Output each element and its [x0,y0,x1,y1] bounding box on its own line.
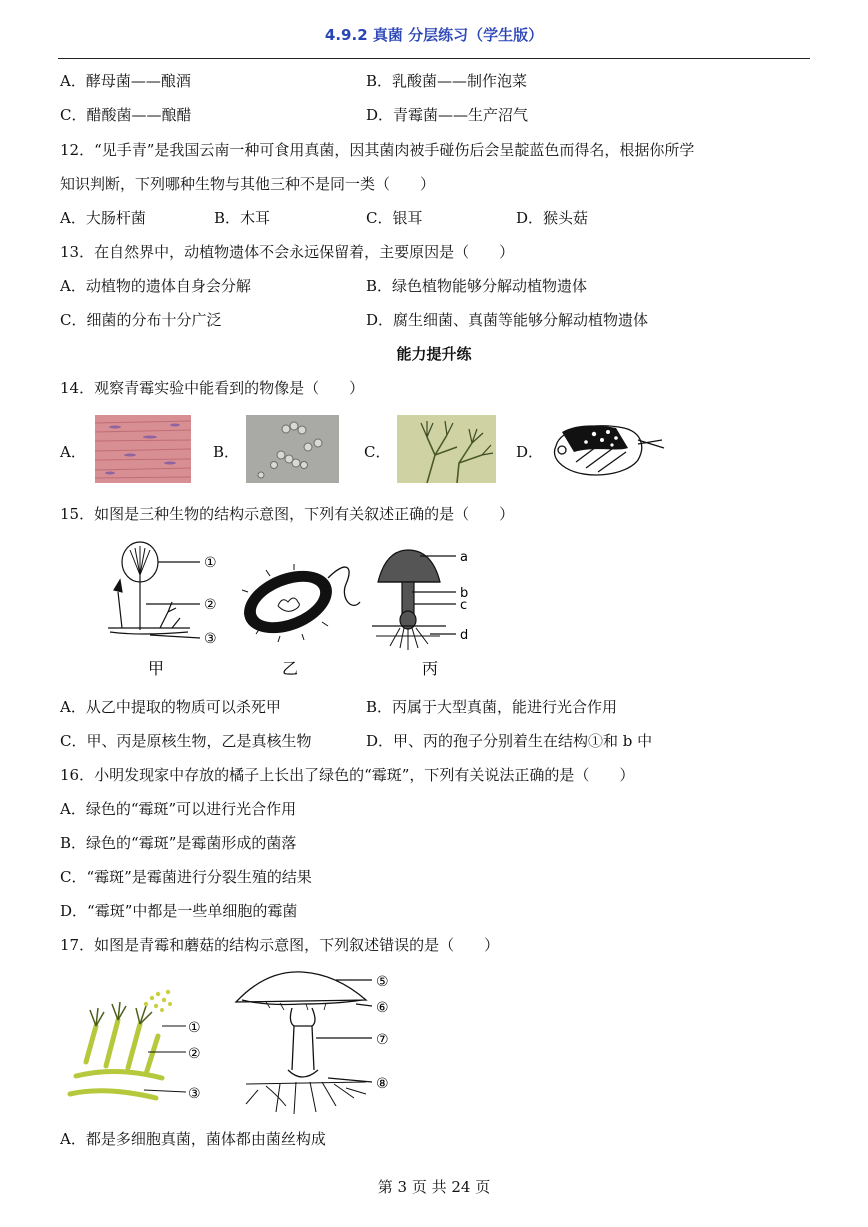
q14-option-d-label: D． [516,443,544,461]
q11-option-c: C．醋酸菌——酿醋 [60,106,192,124]
q11-option-d: D．青霉菌——生产沼气 [366,106,529,124]
q17-figure-penicillium [70,990,186,1098]
q15-label-jia: 甲 [148,659,165,678]
q11-option-b: B．乳酸菌——制作泡菜 [366,72,528,90]
q17-label-3: ③ [188,1086,201,1102]
q16-option-d: D．“霉斑”中都是一些单细胞的霉菌 [60,902,298,920]
q15-label-bing: 丙 [422,659,439,678]
q15-figure-penicillium [108,542,200,638]
q14-option-c-label: C． [364,443,391,461]
q17-label-2: ② [188,1046,201,1062]
page-footer: 第 3 页 共 24 页 [377,1178,491,1196]
q12-stem-line1: 12．“见手青”是我国云南一种可食用真菌，因其菌肉被手碰伤后会呈靛蓝色而得名，根据你所学 [60,141,695,159]
q15-figure-mushroom [372,550,456,650]
q12-option-c: C．银耳 [366,209,423,227]
q15-label-b: b [460,586,469,601]
q17-figure [66,966,406,1116]
q13-stem: 13．在自然界中，动植物遗体不会永远保留着，主要原因是（ ） [60,243,515,261]
q15-label-a: a [460,550,468,565]
q15-label-1: ① [204,555,217,571]
q14-image-penicillium [397,415,496,483]
header-divider [58,58,810,59]
q14-image-daphnia-drawing [546,418,666,484]
q16-option-c: C．“霉斑”是霉菌进行分裂生殖的结果 [60,868,312,886]
q15-label-c: c [460,598,468,613]
q16-option-b: B．绿色的“霉斑”是霉菌形成的菌落 [60,834,297,852]
q15-label-3: ③ [204,631,217,647]
q15-option-c: C．甲、丙是原核生物，乙是真核生物 [60,732,312,750]
q17-option-a: A．都是多细胞真菌，菌体都由菌丝构成 [60,1130,326,1148]
q14-stem: 14．观察青霉实验中能看到的物像是（ ） [60,379,365,397]
q15-option-a: A．从乙中提取的物质可以杀死甲 [60,698,281,716]
q12-option-d: D．猴头菇 [516,209,589,227]
q15-figure [100,540,480,682]
q14-image-muscle-tissue [95,415,191,483]
q16-stem: 16．小明发现家中存放的橘子上长出了绿色的“霉斑”，下列有关说法正确的是（ ） [60,766,635,784]
q15-figure-bacterium [235,559,360,645]
q15-label-2: ② [204,597,217,613]
q15-label-d: d [460,628,469,643]
q14-option-b-label: B． [213,443,240,461]
q17-label-6: ⑥ [376,1000,389,1016]
q15-option-d: D．甲、丙的孢子分别着生在结构①和 b 中 [366,732,653,750]
q15-stem: 15．如图是三种生物的结构示意图，下列有关叙述正确的是（ ） [60,505,515,523]
section-title: 能力提升练 [396,345,472,363]
q17-label-8: ⑧ [376,1076,389,1092]
q13-option-c: C．细菌的分布十分广泛 [60,311,222,329]
q15-option-b: B．丙属于大型真菌，能进行光合作用 [366,698,618,716]
q13-option-d: D．腐生细菌、真菌等能够分解动植物遗体 [366,311,649,329]
q15-label-yi: 乙 [282,659,299,678]
q12-stem-line2: 知识判断，下列哪种生物与其他三种不是同一类（ ） [60,175,436,193]
q17-label-1: ① [188,1020,201,1036]
q14-image-yeast-cells [246,415,339,483]
q13-option-b: B．绿色植物能够分解动植物遗体 [366,277,588,295]
page-header-title: 4.9.2 真菌 分层练习（学生版） [324,26,544,44]
q16-option-a: A．绿色的“霉斑”可以进行光合作用 [60,800,297,818]
q14-option-a-label: A． [60,443,86,461]
q12-option-b: B．木耳 [214,209,271,227]
q17-label-7: ⑦ [376,1032,389,1048]
q12-option-a: A．大肠杆菌 [60,209,146,227]
q17-figure-mushroom [236,972,372,1114]
q17-stem: 17．如图是青霉和蘑菇的结构示意图，下列叙述错误的是（ ） [60,936,500,954]
q13-option-a: A．动植物的遗体自身会分解 [60,277,251,295]
q11-option-a: A．酵母菌——酿酒 [60,72,191,90]
q17-label-5: ⑤ [376,974,389,990]
